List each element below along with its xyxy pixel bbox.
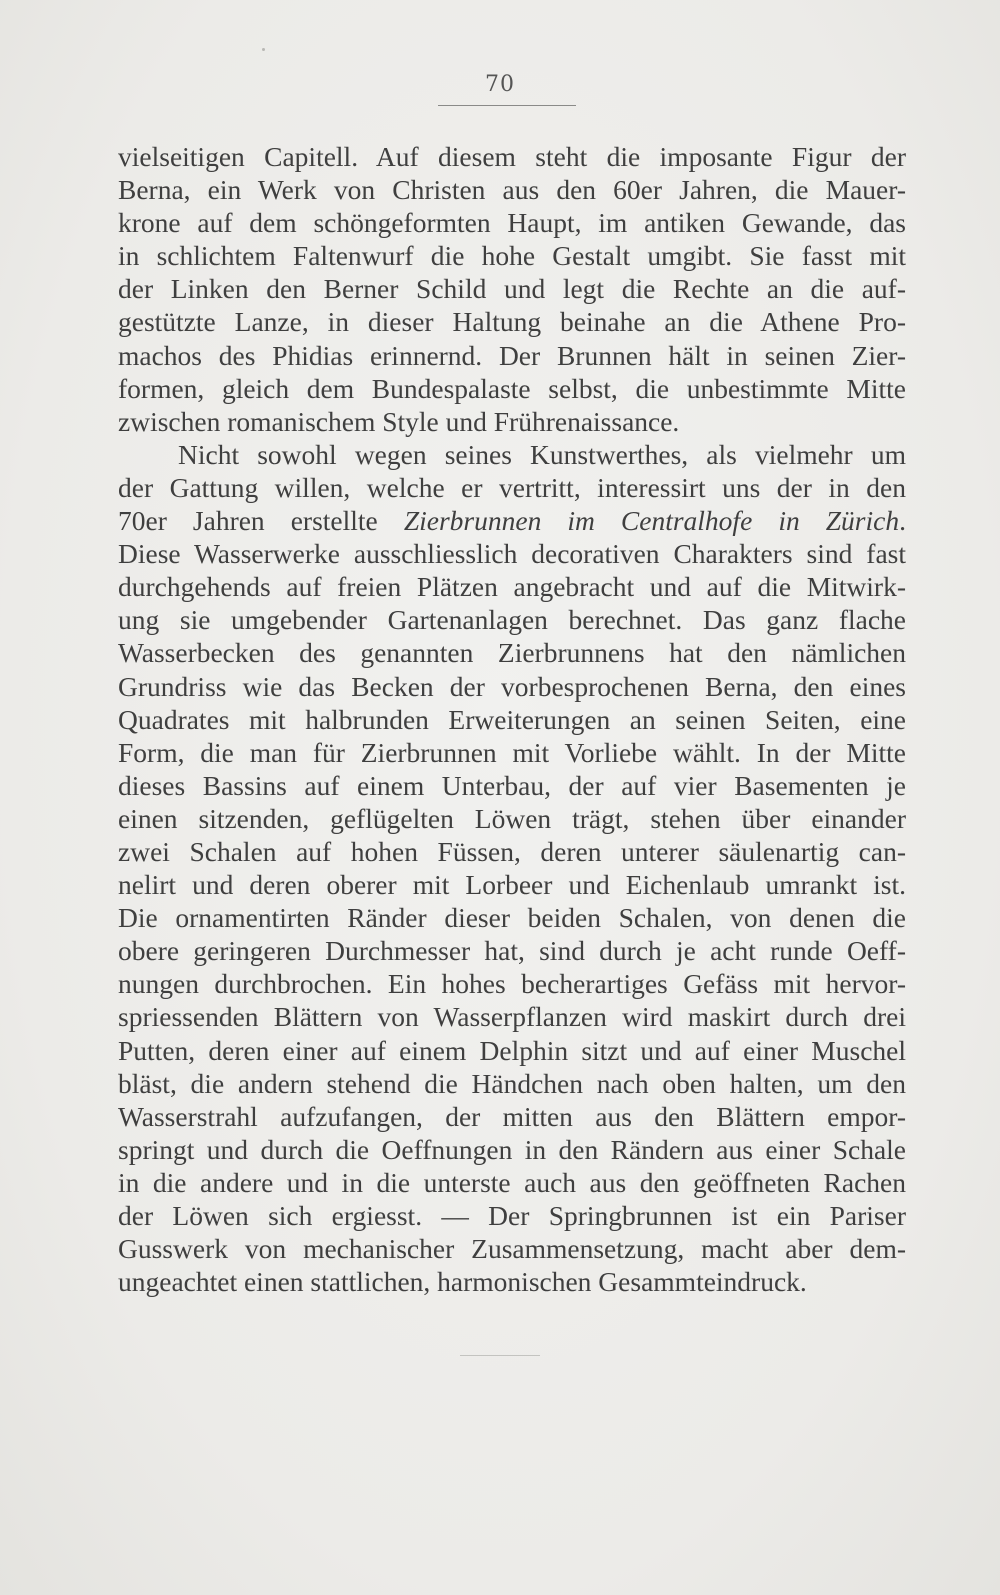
text-line: der Gattung willen, welche er vertritt, interessirt uns der in den: [118, 471, 906, 503]
text-line: in schlichtem Faltenwurf die hohe Gestalt umgibt. Sie fasst mit: [118, 240, 906, 272]
text-line: in die andere und in die unterste auch aus den geöffneten Rachen: [118, 1166, 906, 1198]
text-line: krone auf dem schöngeformten Haupt, im antiken Gewande, das: [118, 207, 906, 239]
text-line: Nicht sowohl wegen seines Kunstwerthes, als vielmehr um: [178, 438, 906, 470]
page-number: 70: [485, 72, 515, 97]
text-line: der Löwen sich ergiesst. — Der Springbrunnen ist ein Pariser: [118, 1200, 906, 1231]
text-line: nelirt und deren oberer mit Lorbeer und Eichenlaub umrankt ist.: [118, 869, 906, 901]
text-line: zwei Schalen auf hohen Füssen, deren unterer säulenartig can-: [118, 835, 906, 867]
text-line: spriessenden Blättern von Wasserpflanzen wird maskirt durch drei: [118, 1001, 906, 1033]
text-line: der Linken den Berner Schild und legt die Rechte an die auf-: [118, 273, 906, 305]
text-line: gestützte Lanze, in dieser Haltung beinahe an die Athene Pro-: [118, 306, 906, 338]
text-line: durchgehends auf freien Plätzen angebracht und auf die Mitwirk-: [118, 571, 906, 603]
text-line: dieses Bassins auf einem Unterbau, der auf vier Basementen je: [118, 769, 906, 801]
text-line: Wasserstrahl aufzufangen, der mitten aus den Blättern empor-: [118, 1100, 906, 1132]
text-line: Grundriss wie das Becken der vorbesprochenen Berna, den eines: [118, 670, 906, 702]
text-line: springt und durch die Oeffnungen in den Rändern aus einer Schale: [118, 1133, 906, 1165]
text-line: ung sie umgebender Gartenanlagen berechnet. Das ganz flache: [118, 604, 906, 636]
text-line: nungen durchbrochen. Ein hohes becherartiges Gefäss mit hervor-: [118, 968, 906, 1000]
text-line: obere geringeren Durchmesser hat, sind durch je acht runde Oeff-: [118, 935, 906, 967]
text-line: Berna, ein Werk von Christen aus den 60er Jahren, die Mauer-: [118, 174, 906, 206]
paper-speck: [262, 48, 265, 51]
text-line: Die ornamentirten Ränder dieser beiden Schalen, von denen die: [118, 902, 906, 934]
text-line: vielseitigen Capitell. Auf diesem steht die imposante Figur der: [118, 141, 906, 172]
text-segment: 70er Jahren erstellte: [118, 505, 404, 537]
text-line: Gusswerk von mechanischer Zusammensetzung, macht aber dem-: [118, 1233, 906, 1265]
text-line: Form, die man für Zierbrunnen mit Vorliebe wählt. In der Mitte: [118, 736, 906, 768]
text-line-with-italic: [118, 504, 906, 537]
text-line: Putten, deren einer auf einem Delphin sitzt und auf einer Muschel: [118, 1034, 906, 1066]
text-segment: .: [899, 505, 906, 537]
header-rule: [438, 105, 576, 106]
footer-rule: [460, 1355, 540, 1356]
text-line: formen, gleich dem Bundespalaste selbst, die unbestimmte Mitte: [118, 372, 906, 404]
text-line: machos des Phidias erinnernd. Der Brunnen hält in seinen Zier-: [118, 339, 906, 371]
text-line: ungeachtet einen stattlichen, harmonischen Gesammteindruck.: [118, 1266, 807, 1298]
text-line: Quadrates mit halbrunden Erweiterungen an seinen Seiten, eine: [118, 703, 906, 735]
text-line: zwischen romanischem Style und Frührenaissance.: [118, 405, 680, 437]
text-line: einen sitzenden, geflügelten Löwen trägt, stehen über einander: [118, 802, 906, 834]
italic-title: Zierbrunnen im Centralhofe in Zürich: [403, 505, 900, 537]
text-line: Diese Wasserwerke ausschliesslich decorativen Charakters sind fast: [118, 538, 906, 570]
body-text: [118, 140, 906, 1298]
text-line: Wasserbecken des genannten Zierbrunnens hat den nämlichen: [118, 637, 906, 669]
text-line: bläst, die andern stehend die Händchen nach oben halten, um den: [118, 1067, 906, 1099]
